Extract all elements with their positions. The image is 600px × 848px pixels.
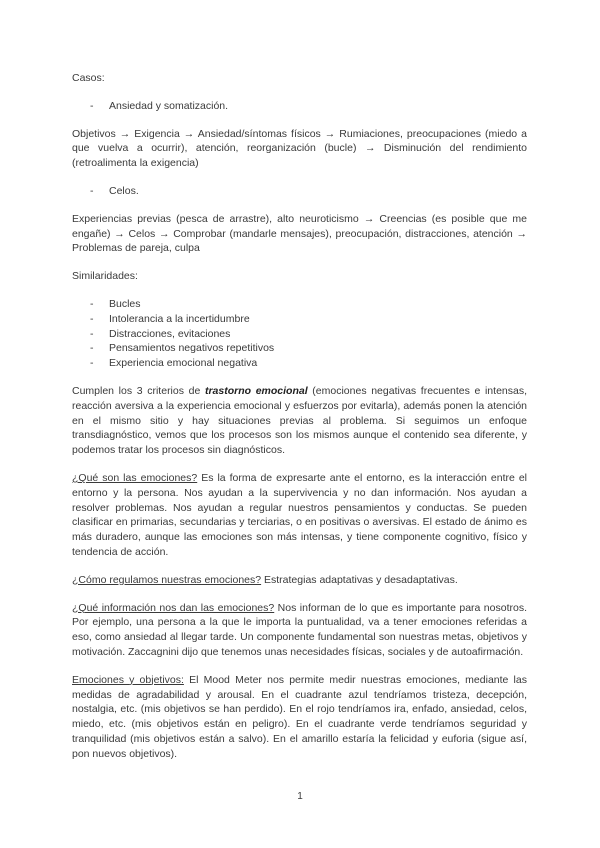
- list-item: - Ansiedad y somatización.: [72, 99, 527, 114]
- similaridades-list: [72, 297, 527, 371]
- trastorno-emphasis: trastorno emocional: [204, 384, 308, 397]
- casos-title: Casos:: [72, 72, 105, 84]
- list-item: - Distracciones, evitaciones: [72, 327, 527, 342]
- list-item: - Intolerancia a la incertidumbre: [72, 312, 527, 327]
- list-item: - Bucles: [72, 297, 527, 312]
- list-item: - Pensamientos negativos repetitivos: [72, 341, 527, 356]
- emociones-objetivos-heading: Emociones y objetivos:: [72, 673, 184, 686]
- trastorno-paragraph: [72, 384, 527, 458]
- list-item: - Celos.: [72, 184, 527, 199]
- celos-chain-paragraph: Experiencias previas (pesca de arrastre), alto neuroticismo → Creencias (es posible que me engañe) → Celos → Comprobar (mandarle mensajes), preocupación, distracciones, atención → Problemas de pareja, culpa: [72, 212, 527, 255]
- casos-list-celos: [72, 184, 527, 199]
- como-regulamos-paragraph: [72, 573, 527, 588]
- similaridades-title: Similaridades:: [72, 270, 138, 283]
- que-informacion-paragraph: [72, 601, 527, 660]
- que-son-paragraph: [72, 471, 527, 560]
- que-informacion-text: Nos informan de lo que es importante para nosotros. Por ejemplo, una persona a la que le importa la puntualidad, va a tener emociones referidas a eso, como ansiedad al llegar tarde. Un componente fundamental son nuestras metas, objetivos y motivación. Zaccagnini dijo que tenemos unas necesidades físicas, sociales y de autoafirmación.: [72, 601, 527, 658]
- como-regulamos-text: Estrategias adaptativas y desadaptativas.: [261, 573, 458, 586]
- trastorno-pre: Cumplen los 3 criterios de: [72, 384, 205, 397]
- casos-list-ansiedad: [72, 99, 527, 114]
- que-informacion-heading: ¿Qué información nos dan las emociones?: [72, 601, 275, 614]
- emociones-objetivos-text: El Mood Meter nos permite medir nuestras emociones, mediante las medidas de agradabilidad y arousal. En el cuadrante azul tendríamos tristeza, decepción, nostalgia, etc. (mis objetivos se han perdido). En el rojo tendríamos ira, enfado, ansiedad, celos, miedo, etc. (mis objetivos están en peligro). En el cuadrante verde tendríamos seguridad y tranquilidad (mis objetivos están a salvo). En el amarillo estaría la felicidad y euforia (sigue así, pon nuevos objetivos).: [72, 673, 527, 760]
- que-son-heading: ¿Qué son las emociones?: [72, 471, 198, 484]
- ansiedad-chain-paragraph: Objetivos → Exigencia → Ansiedad/síntomas físicos → Rumiaciones, preocupaciones (miedo a que vuelva a ocurrir), atención, reorganización (bucle) → Disminución del rendimiento (retroalimenta la exigencia): [72, 127, 527, 170]
- trastorno-post: (emociones negativas frecuentes e intensas, reacción aversiva a la experiencia emocional y esfuerzos por evitarla), además ponen la atención en el mismo sitio y hay situaciones previas al problema. Si seguimos un enfoque transdiagnóstico, vemos que los procesos son los mismos aunque el contenido sea diferente, y podemos tratar los procesos sin diagnósticos.: [72, 384, 528, 457]
- como-regulamos-heading: ¿Cómo regulamos nuestras emociones?: [72, 573, 262, 586]
- page-number: 1: [297, 791, 303, 802]
- list-item: - Experiencia emocional negativa: [72, 356, 527, 371]
- emociones-objetivos-paragraph: [72, 673, 527, 762]
- que-son-text: Es la forma de expresarte ante el entorno, es la interacción entre el entorno y la persona. Nos ayudan a la supervivencia y no dan información. Nos ayudan a resolver problemas. Nos ayudan a regular nuestros pensamientos y conductas. Se pueden clasificar en primarias, secundarias y terciarias, o en positivas o aversivas. El estado de ánimo es más duradero, aunque las emociones son más intensas, y tiene componente cognitivo, físico y tendencia de acción.: [72, 471, 527, 558]
- page-content: [72, 71, 527, 761]
